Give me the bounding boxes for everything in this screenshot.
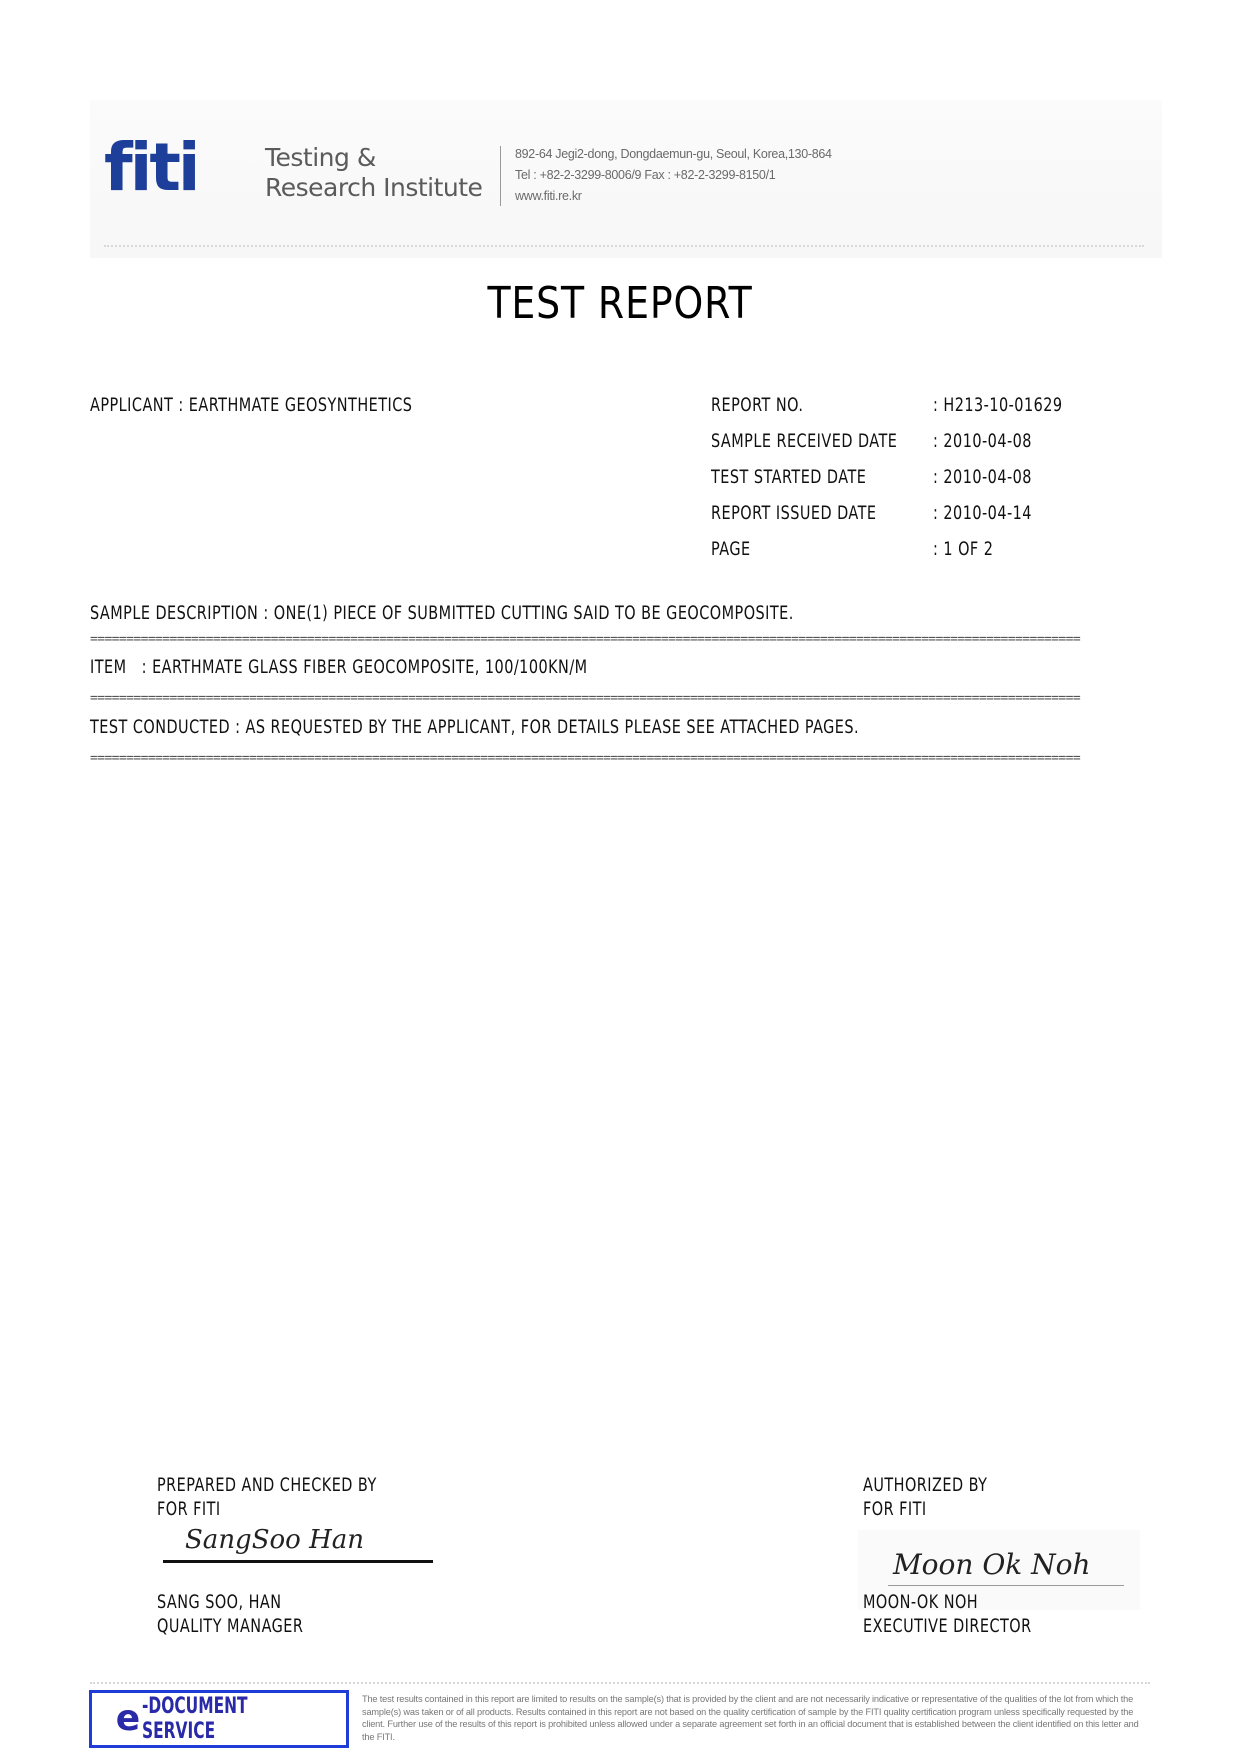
e-document-label: -DOCUMENT SERVICE [142,1694,248,1744]
e-document-service-badge [89,1690,349,1748]
item-row [90,657,588,678]
signature-underline [888,1585,1124,1586]
colon: : [263,603,274,624]
sample-description-label: SAMPLE DESCRIPTION [90,603,259,624]
page-label: PAGE [711,539,751,560]
sample-received-value: : 2010-04-08 [933,431,1032,452]
page-title: TEST REPORT [487,278,753,329]
institute-line-2: Research Institute [265,173,483,202]
signature-moon-ok-noh: Moon Ok Noh [893,1548,1091,1581]
institute-name [265,143,482,203]
report-issued-date: 2010-04-14 [943,503,1032,524]
phone-fax: Tel : +82-2-3299-8006/9 Fax : +82-2-3299-8150/1 [515,168,776,182]
report-no-label: REPORT NO. [711,395,804,416]
report-no: H213-10-01629 [943,395,1063,416]
colon: : [178,395,189,416]
separator-rule: ========================================================================================================================================= [90,691,1081,706]
sample-description-row [90,603,794,624]
e-logo-icon: e [115,1698,141,1739]
page-number: 1 OF 2 [943,539,994,560]
colon: : [235,717,241,738]
item-label: ITEM [90,657,127,678]
header-divider [500,146,501,206]
signature-sangsoo-han: SangSoo Han [185,1525,365,1555]
authorized-by-org: FOR FITI [863,1499,927,1520]
report-no-value: : H213-10-01629 [933,395,1063,416]
test-conducted-value: AS REQUESTED BY THE APPLICANT, FOR DETAILS PLEASE SEE ATTACHED PAGES. [245,717,860,738]
item-value: EARTHMATE GLASS FIBER GEOCOMPOSITE, 100/100KN/M [152,657,588,678]
prepared-by-heading: PREPARED AND CHECKED BY [157,1475,377,1496]
page-value: : 1 OF 2 [933,539,994,560]
test-started-value: : 2010-04-08 [933,467,1032,488]
sample-description-value: ONE(1) PIECE OF SUBMITTED CUTTING SAID TO BE GEOCOMPOSITE. [273,603,794,624]
test-conducted-label: TEST CONDUCTED [90,717,231,738]
address: 892-64 Jegi2-dong, Dongdaemun-gu, Seoul, Korea,130-864 [515,147,832,161]
sample-received-label: SAMPLE RECEIVED DATE [711,431,898,452]
sample-received-date: 2010-04-08 [943,431,1032,452]
test-conducted-row [90,717,859,738]
test-started-date: 2010-04-08 [943,467,1032,488]
footer-divider-dotted [90,1682,1150,1684]
institute-line-1: Testing & [265,143,376,172]
header-contact [515,144,832,207]
separator-rule: ========================================================================================================================================= [90,632,1081,647]
report-issued-value: : 2010-04-14 [933,503,1032,524]
prepared-by-org: FOR FITI [157,1499,221,1520]
authorizer-position: EXECUTIVE DIRECTOR [863,1616,1032,1637]
applicant-row [90,395,412,416]
fiti-logo: fiti [104,129,198,206]
header-divider-dotted [104,245,1144,247]
applicant-value: EARTHMATE GEOSYNTHETICS [188,395,413,416]
colon: : [131,657,153,678]
disclaimer-text: The test results contained in this report are limited to results on the sample(s) that is provided by the client and are not necessarily indicative or representative of the qualities of the lot from which the sample(s) was taken or of all products. Results contained in this report are not based on the quality certification of sample by the FITI quality certification program unless specifically requested by the client. Further use of the results of this report is prohibited unless allowed under a separate agreement set forth in an official document that is established between the client identified on this letter and the FITI. [362,1694,1139,1742]
applicant-label: APPLICANT [90,395,174,416]
test-started-label: TEST STARTED DATE [711,467,867,488]
preparer-name: SANG SOO, HAN [157,1592,282,1613]
preparer-position: QUALITY MANAGER [157,1616,304,1637]
separator-rule: ========================================================================================================================================= [90,751,1081,766]
signature-line [163,1560,433,1563]
authorizer-name: MOON-OK NOH [863,1592,979,1613]
website-link[interactable]: www.fiti.re.kr [515,189,582,203]
authorized-by-heading: AUTHORIZED BY [863,1475,988,1496]
report-issued-label: REPORT ISSUED DATE [711,503,877,524]
